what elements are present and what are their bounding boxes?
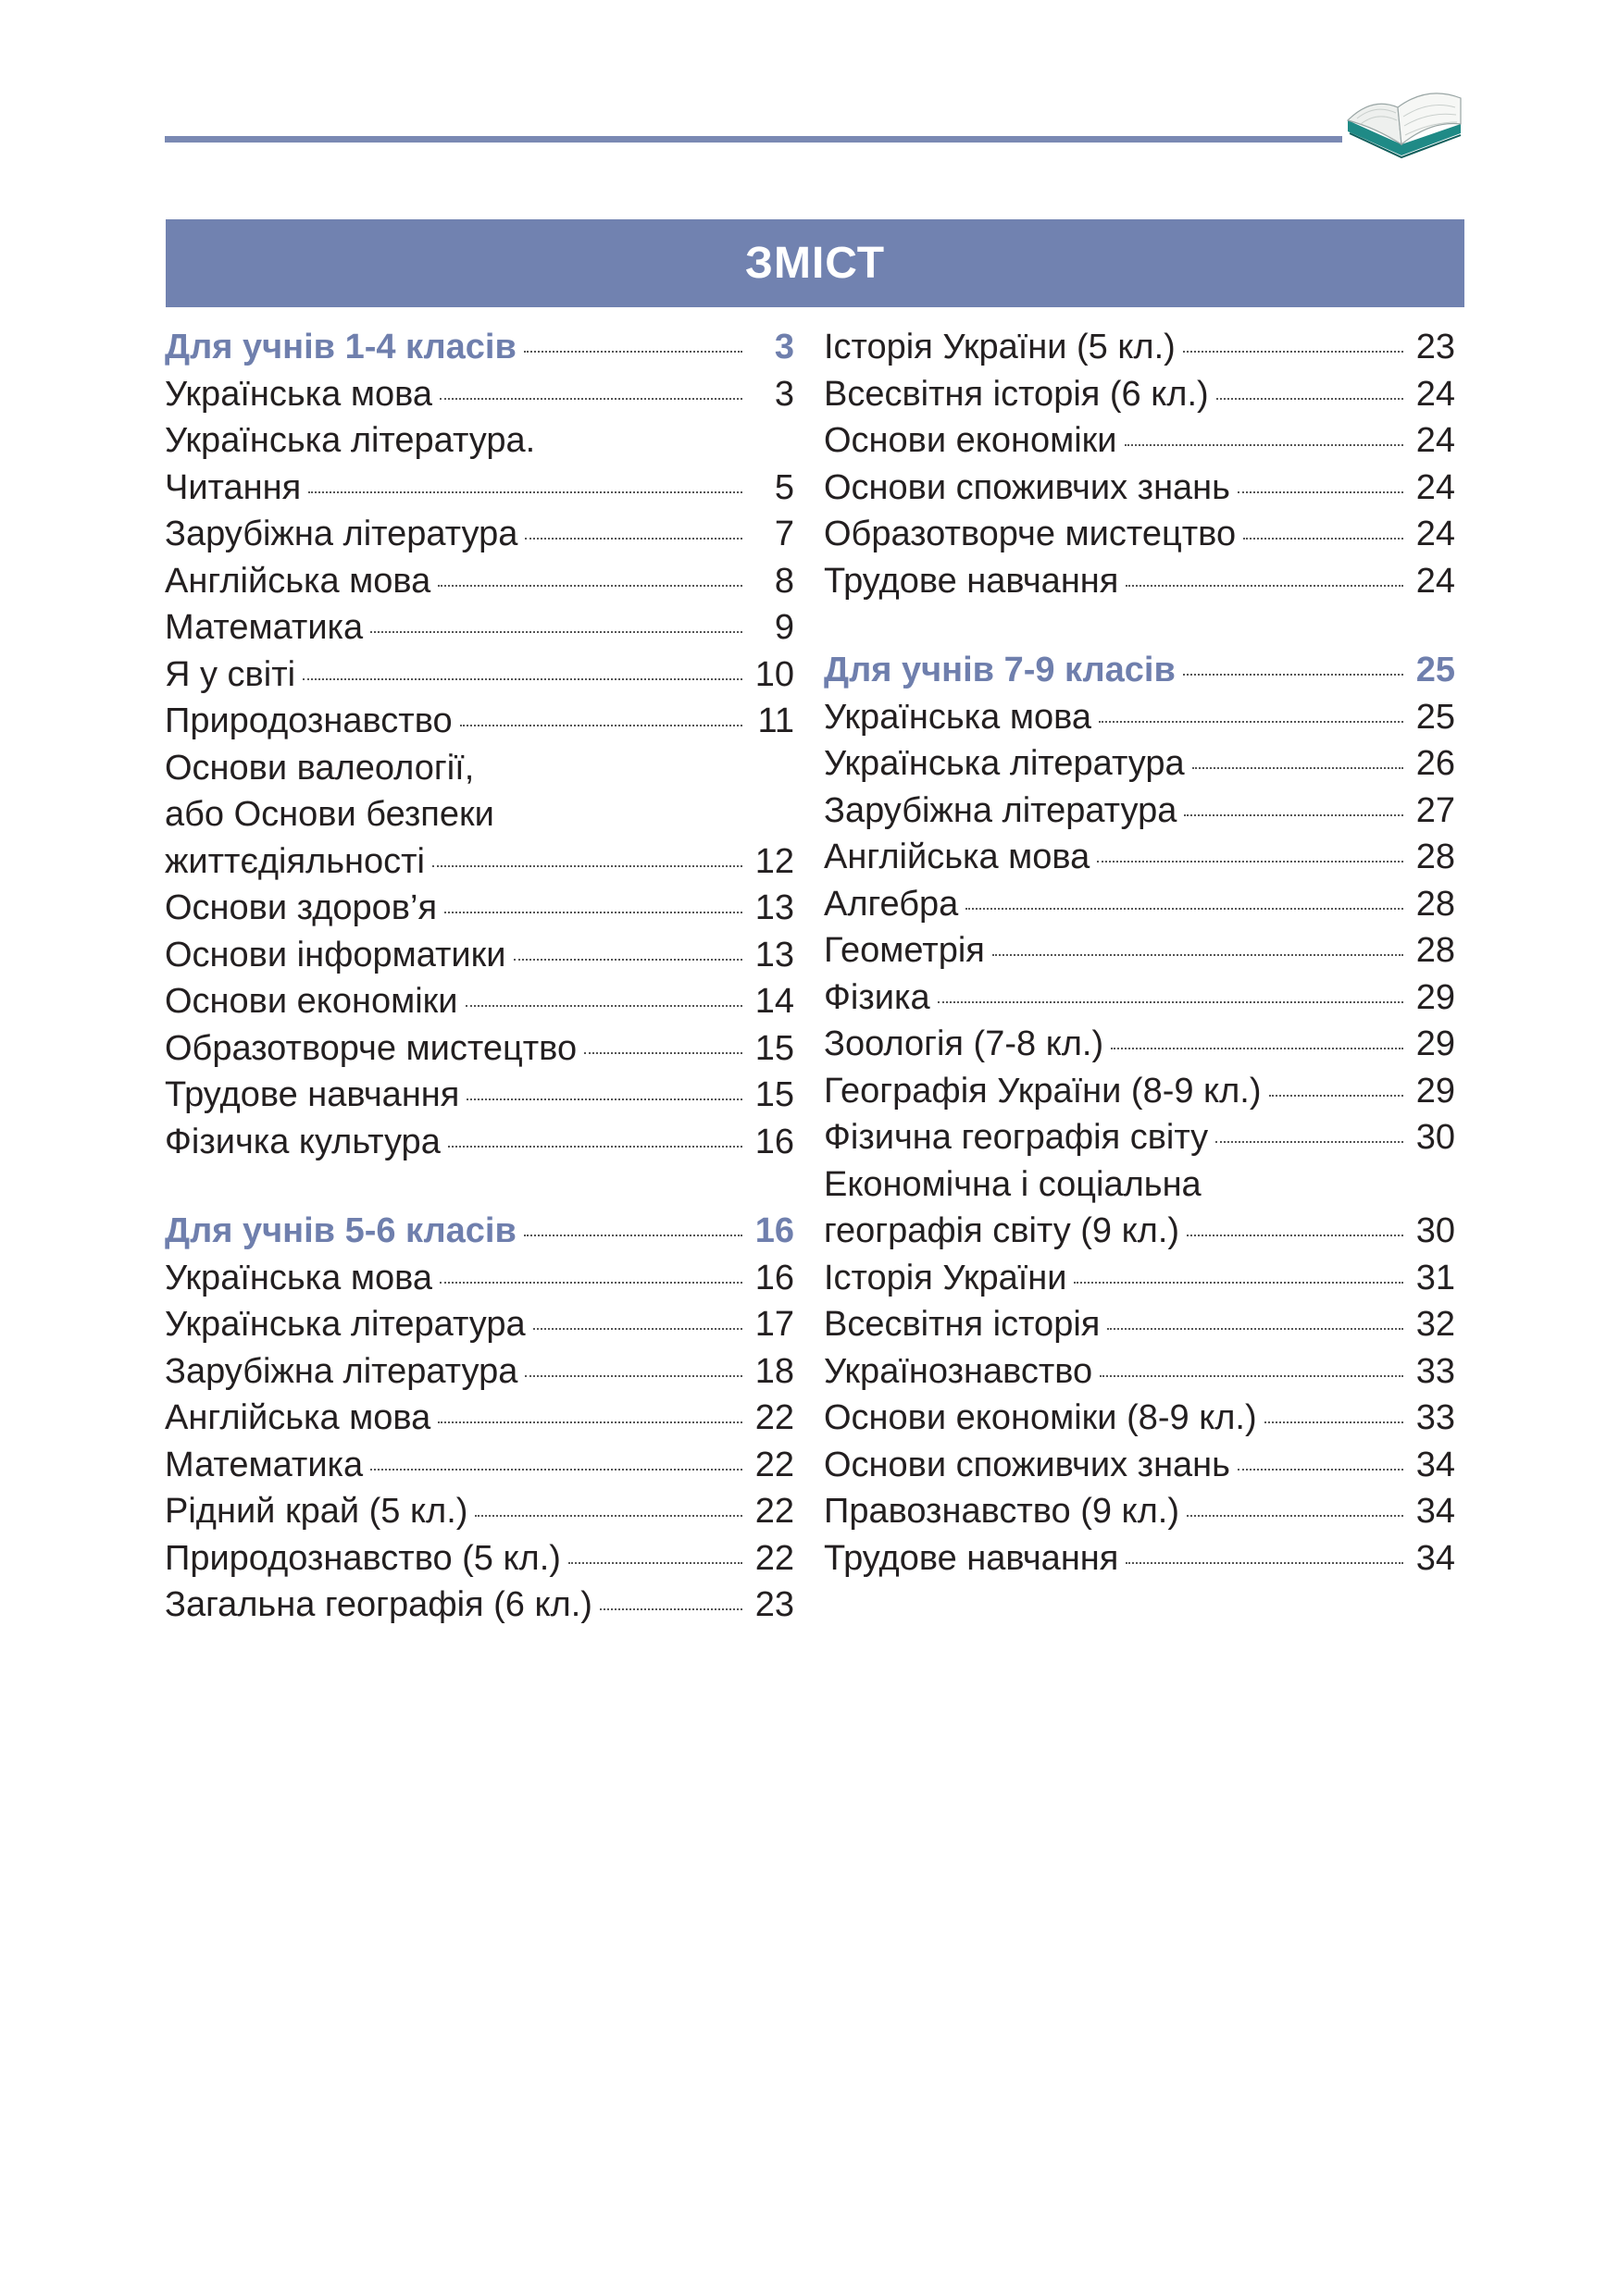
toc-entry-label: Українська література	[165, 1305, 526, 1344]
dot-leader	[1238, 491, 1403, 493]
toc-page-number: 29	[1415, 1024, 1455, 1063]
toc-page-number: 30	[1415, 1118, 1455, 1157]
dot-leader	[1097, 861, 1403, 863]
toc-entry-label: Основи здоров’я	[165, 888, 438, 927]
toc-page-number: 14	[754, 982, 794, 1021]
toc-entry-label: Українознавство	[824, 1351, 1093, 1391]
toc-page-number: 22	[754, 1445, 794, 1484]
toc-entry[interactable]	[824, 1161, 1455, 1209]
toc-entry-label: Основи економіки	[165, 982, 458, 1021]
dot-leader	[992, 954, 1403, 956]
dot-leader	[1111, 1048, 1403, 1049]
toc-entry[interactable]	[165, 465, 794, 512]
toc-entry[interactable]	[824, 558, 1455, 605]
toc-page-number: 28	[1415, 931, 1455, 970]
toc-page-number: 22	[754, 1398, 794, 1437]
toc-page-number: 34	[1415, 1538, 1455, 1578]
toc-entry-label: Для учнів 7-9 класів	[824, 651, 1176, 689]
toc-entry-label: Трудове навчання	[824, 561, 1119, 601]
toc-page-number: 27	[1415, 790, 1455, 830]
section-gap	[165, 1165, 794, 1208]
dot-leader	[600, 1608, 742, 1610]
dot-leader	[466, 1005, 742, 1007]
toc-entry-label: Трудове навчання	[165, 1075, 460, 1114]
toc-entry-label: Історія України (5 кл.)	[824, 328, 1176, 366]
toc-entry-label: Трудове навчання	[824, 1538, 1119, 1578]
toc-entry[interactable]	[824, 881, 1455, 928]
toc-page-number: 17	[754, 1305, 794, 1344]
dot-leader	[460, 725, 742, 726]
toc-page-number: 18	[754, 1351, 794, 1391]
toc-entry-label: Фізична географія світу	[824, 1118, 1209, 1157]
toc-entry-label: Українська мова	[824, 697, 1091, 737]
toc-entry-label: життєдіяльності	[165, 841, 425, 881]
toc-entry[interactable]	[824, 974, 1455, 1022]
toc-page-number: 23	[1415, 328, 1455, 366]
dot-leader	[475, 1515, 742, 1517]
toc-entry-label: Географія України (8-9 кл.)	[824, 1071, 1262, 1111]
toc-entry-label: Природознавство (5 кл.)	[165, 1538, 561, 1578]
dot-leader	[440, 398, 742, 400]
toc-entry-label: Основи валеології,	[165, 748, 475, 788]
toc-entry-label: Зоологія (7-8 кл.)	[824, 1024, 1104, 1063]
toc-page-number: 29	[1415, 1071, 1455, 1111]
toc-entry[interactable]	[824, 1395, 1455, 1442]
toc-entry-label: Основи споживчих знань	[824, 467, 1230, 507]
toc-page-number: 5	[774, 467, 794, 507]
toc-entry[interactable]	[165, 604, 794, 652]
toc-entry-label: Фізика	[824, 977, 930, 1017]
toc-entry[interactable]	[165, 511, 794, 558]
toc-page-number: 16	[754, 1122, 794, 1161]
toc-page-number: 12	[754, 841, 794, 881]
toc-entry-label: Історія України	[824, 1258, 1067, 1297]
toc-left-column	[165, 324, 794, 1629]
dot-leader	[1183, 674, 1403, 676]
dot-leader	[1126, 1562, 1403, 1564]
toc-entry-label: Всесвітня історія (6 кл.)	[824, 374, 1209, 414]
dot-leader	[438, 585, 742, 587]
toc-entry[interactable]	[165, 1395, 794, 1442]
open-book-icon	[1344, 80, 1464, 168]
dot-leader	[1100, 1375, 1403, 1377]
toc-page-number: 25	[1415, 697, 1455, 737]
toc-page-number: 24	[1415, 421, 1455, 460]
dot-leader	[1238, 1469, 1403, 1471]
toc-entry-label: Для учнів 1-4 класів	[165, 328, 517, 366]
toc-entry[interactable]	[824, 927, 1455, 974]
toc-page-number: 23	[754, 1585, 794, 1624]
toc-entry-label: Природознавство	[165, 701, 453, 740]
toc-page-number: 9	[774, 608, 794, 647]
toc-entry-label: або Основи безпеки	[165, 795, 494, 834]
dot-leader	[448, 1146, 742, 1148]
toc-entry-label: Зарубіжна література	[165, 515, 518, 553]
toc-page-number: 24	[1415, 467, 1455, 507]
dot-leader	[1269, 1095, 1404, 1097]
toc-entry[interactable]	[165, 838, 794, 886]
toc-entry[interactable]	[824, 1255, 1455, 1302]
toc-page-number: 22	[754, 1492, 794, 1531]
toc-entry-label: Математика	[165, 1445, 364, 1484]
toc-entry[interactable]	[824, 417, 1455, 465]
toc-page-number: 16	[754, 1211, 794, 1250]
page-title: ЗМІСТ	[744, 239, 886, 288]
toc-entry[interactable]	[824, 834, 1455, 881]
toc-page-number: 32	[1415, 1305, 1455, 1344]
toc-entry[interactable]	[824, 788, 1455, 835]
toc-page-number: 22	[754, 1538, 794, 1578]
toc-entry-label: Українська література	[824, 744, 1185, 783]
toc-entry[interactable]	[165, 1025, 794, 1073]
toc-entry[interactable]	[824, 1488, 1455, 1535]
toc-entry[interactable]	[165, 1348, 794, 1396]
dot-leader	[524, 1235, 742, 1236]
toc-entry[interactable]	[824, 1442, 1455, 1489]
toc-entry-label: Образотворче мистецтво	[165, 1028, 578, 1068]
toc-entry[interactable]	[824, 371, 1455, 418]
toc-page-number: 29	[1415, 977, 1455, 1017]
toc-entry[interactable]	[165, 745, 794, 792]
toc-page-number: 15	[754, 1075, 794, 1114]
toc-entry-label: Українська мова	[165, 1258, 432, 1297]
dot-leader	[370, 631, 742, 633]
toc-page-number: 24	[1415, 515, 1455, 553]
toc-right-column	[824, 324, 1455, 1582]
dot-leader	[444, 912, 742, 913]
toc-page-number: 33	[1415, 1351, 1455, 1391]
toc-entry[interactable]	[165, 932, 794, 979]
toc-page-number: 24	[1415, 561, 1455, 601]
toc-page-number: 24	[1415, 374, 1455, 414]
header-rule	[165, 136, 1342, 143]
toc-page-number: 3	[774, 328, 794, 366]
section-gap	[824, 604, 1455, 647]
dot-leader	[568, 1562, 742, 1564]
toc-entry[interactable]	[165, 1582, 794, 1629]
toc-entry[interactable]	[824, 1021, 1455, 1068]
toc-entry[interactable]	[165, 791, 794, 838]
toc-entry-label: Українська мова	[165, 374, 432, 414]
toc-section-heading[interactable]	[824, 647, 1455, 694]
toc-entry[interactable]	[165, 417, 794, 465]
toc-page-number: 28	[1415, 838, 1455, 876]
dot-leader	[1184, 814, 1403, 816]
dot-leader	[308, 491, 742, 493]
dot-leader	[303, 678, 742, 680]
toc-entry[interactable]	[824, 1114, 1455, 1161]
toc-entry[interactable]	[165, 885, 794, 932]
toc-entry-label: Основи економіки	[824, 421, 1117, 460]
toc-page-number: 15	[754, 1028, 794, 1068]
toc-entry-label: Зарубіжна література	[165, 1351, 518, 1391]
toc-page-number: 33	[1415, 1398, 1455, 1437]
dot-leader	[467, 1098, 742, 1100]
toc-entry-label: Основи економіки (8-9 кл.)	[824, 1398, 1257, 1437]
toc-page-number: 34	[1415, 1492, 1455, 1531]
toc-entry[interactable]	[165, 652, 794, 699]
dot-leader	[525, 538, 742, 540]
dot-leader	[514, 959, 742, 961]
toc-entry[interactable]	[165, 1535, 794, 1582]
toc-entry[interactable]	[165, 371, 794, 418]
toc-page-number: 10	[754, 654, 794, 694]
toc-entry-label: Рідний край (5 кл.)	[165, 1492, 468, 1531]
dot-leader	[1074, 1282, 1403, 1284]
dot-leader	[1183, 351, 1403, 353]
toc-entry[interactable]	[165, 1488, 794, 1535]
toc-entry-label: Образотворче мистецтво	[824, 515, 1237, 553]
toc-entry[interactable]	[165, 1255, 794, 1302]
toc-entry-label: Економічна і соціальна	[824, 1164, 1202, 1204]
toc-entry[interactable]	[824, 1208, 1455, 1255]
toc-page-number: 34	[1415, 1445, 1455, 1484]
dot-leader	[533, 1328, 742, 1330]
toc-entry[interactable]	[824, 1301, 1455, 1348]
toc-entry-label: Англійська мова	[165, 1398, 431, 1437]
dot-leader	[1192, 767, 1403, 769]
dot-leader	[1216, 398, 1403, 400]
toc-entry[interactable]	[165, 978, 794, 1025]
dot-leader	[432, 865, 742, 867]
toc-entry-label: Я у світі	[165, 654, 296, 694]
toc-entry[interactable]	[165, 1119, 794, 1166]
toc-entry[interactable]	[165, 1301, 794, 1348]
dot-leader	[525, 1375, 742, 1377]
dot-leader	[965, 908, 1403, 910]
toc-entry-label: Математика	[165, 608, 364, 647]
toc-entry-label: Геометрія	[824, 931, 985, 970]
toc-entry-label: Основи інформатики	[165, 935, 506, 974]
toc-page-number: 7	[774, 515, 794, 553]
toc-entry-label: Англійська мова	[165, 561, 431, 601]
dot-leader	[1215, 1141, 1403, 1143]
dot-leader	[584, 1052, 742, 1054]
toc-entry-label: Зарубіжна література	[824, 790, 1177, 830]
dot-leader	[1107, 1328, 1403, 1330]
toc-page-number: 26	[1415, 744, 1455, 783]
dot-leader	[1243, 538, 1403, 540]
toc-section-heading[interactable]	[165, 1208, 794, 1255]
dot-leader	[938, 1001, 1403, 1003]
dot-leader	[1264, 1421, 1403, 1423]
toc-entry[interactable]	[165, 1072, 794, 1119]
dot-leader	[438, 1421, 742, 1423]
toc-page-number: 13	[754, 888, 794, 927]
toc-entry-label: Загальна географія (6 кл.)	[165, 1585, 592, 1624]
toc-entry-label: Українська література.	[165, 421, 536, 460]
toc-entry-label: Для учнів 5-6 класів	[165, 1211, 517, 1250]
toc-entry-label: Алгебра	[824, 884, 959, 924]
toc-entry[interactable]	[824, 1068, 1455, 1115]
toc-entry[interactable]	[824, 740, 1455, 788]
toc-entry-label: Основи споживчих знань	[824, 1445, 1230, 1484]
toc-page-number: 3	[774, 374, 794, 414]
dot-leader	[1126, 585, 1403, 587]
contents-title-bar	[166, 219, 1464, 307]
toc-section-heading[interactable]	[165, 324, 794, 371]
toc-page-number: 16	[754, 1258, 794, 1297]
toc-page-number: 31	[1415, 1258, 1455, 1297]
dot-leader	[1099, 721, 1403, 723]
toc-entry[interactable]	[824, 324, 1455, 371]
dot-leader	[1187, 1515, 1403, 1517]
toc-entry[interactable]	[824, 465, 1455, 512]
toc-entry-label: Правознавство (9 кл.)	[824, 1492, 1179, 1531]
toc-page-number: 28	[1415, 884, 1455, 924]
toc-entry[interactable]	[824, 694, 1455, 741]
toc-entry[interactable]	[165, 698, 794, 745]
toc-entry-label: Англійська мова	[824, 838, 1090, 876]
toc-entry[interactable]	[824, 511, 1455, 558]
toc-entry-label: Читання	[165, 467, 302, 507]
toc-entry[interactable]	[824, 1348, 1455, 1396]
toc-entry[interactable]	[824, 1535, 1455, 1582]
toc-page-number: 13	[754, 935, 794, 974]
toc-entry[interactable]	[165, 558, 794, 605]
dot-leader	[440, 1282, 742, 1284]
toc-page-number: 25	[1415, 651, 1455, 689]
toc-page-number: 30	[1415, 1211, 1455, 1250]
toc-page-number: 8	[774, 561, 794, 601]
toc-entry-label: Всесвітня історія	[824, 1305, 1101, 1344]
toc-entry-label: географія світу (9 кл.)	[824, 1211, 1180, 1250]
toc-page-number: 11	[757, 701, 794, 740]
dot-leader	[1125, 444, 1403, 446]
toc-entry-label: Фізичка культура	[165, 1122, 441, 1161]
dot-leader	[1187, 1235, 1403, 1236]
dot-leader	[524, 351, 742, 353]
dot-leader	[370, 1469, 742, 1471]
toc-entry[interactable]	[165, 1442, 794, 1489]
